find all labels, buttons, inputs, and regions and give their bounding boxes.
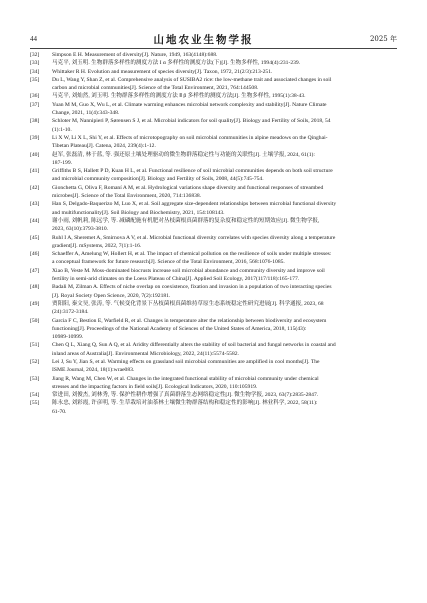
reference-text: 赵军, 张磊清, 林于蓝, 等. 强还原土壤处理驱动的微生物群落稳定性与功能的关联性[J]. 土壤学报, 2024, 61(1): 187-199.: [52, 151, 315, 166]
reference-number: [34]: [30, 68, 40, 75]
reference-number: [33]: [30, 60, 40, 67]
reference-text: Simpson E H. Measurement of diversity[J]. Nature, 1949, 163(4148):688.: [52, 52, 218, 58]
reference-item: [30, 250, 397, 267]
reference-number: [43]: [30, 201, 40, 208]
reference-item: [30, 283, 397, 300]
reference-number: [35]: [30, 76, 40, 83]
reference-item: [30, 234, 397, 251]
reference-item: [30, 375, 397, 392]
reference-number: [41]: [30, 168, 40, 175]
header-rule: [30, 48, 397, 49]
reference-text: Badali M, Zilman A. Effects of niche overlap on coexistence, fixation and invasion in a population of two interacting species [J]. Royal Society Open Science, 2020, 7(2):192181.: [52, 284, 332, 299]
reference-item: [30, 68, 397, 76]
running-header: [30, 32, 397, 46]
reference-text: Han S, Delgado-Baquerizo M, Luo X, et al. Soil aggregate size-dependent relationships between microbial functional diversity and multifunctionality[J]. Soil Biology and Biochemistry, 2021, 154:108143.: [52, 201, 337, 216]
reference-number: [55]: [30, 400, 40, 407]
reference-number: [37]: [30, 101, 40, 108]
reference-text: 陈永忠, 刘彩霞, 许彦明, 等. 生草栽培对油茶林土壤微生物群落结构和稳定性的影响[J]. 林业科学, 2022, 58(11): 61-70.: [52, 400, 318, 415]
reference-item: [30, 151, 397, 168]
reference-text: Lei J, Su Y, Jian S, et al. Warming effects on grassland soil microbial communities are amplified in cool months[J]. The ISME Journal, 2024, 18(1):wrae083.: [52, 358, 320, 374]
reference-item: [30, 101, 397, 118]
reference-item: [30, 117, 397, 134]
reference-item: [30, 300, 397, 317]
reference-item: [30, 217, 397, 234]
reference-text: 马克平, 刘玉明. 生物群落多样性的测度方法 I α 多样性的测度方法(下)[J]. 生物多样性, 1994(4):231-239.: [52, 60, 301, 67]
reference-item: [30, 51, 397, 59]
reference-text: Griffiths B S, Hallett P D, Kuan H L, et al. Functional resilience of soil microbial communities depends on both soil structure and microbial community composition[J]. Biology and Fertility of Soils, 2008, 44(5):745-754.: [52, 168, 333, 183]
reference-item: [30, 341, 397, 358]
issue-year: 2025 年: [369, 35, 397, 43]
reference-text: Garcia F C, Bestion E, Warfield R, et al. Changes in temperature alter the relationship between biodiversity and ecosystem functioning[J]. Proceedings of the National Academy of Sciences of the United States of America, 2018, 115(43): 10989-10999.: [52, 317, 327, 341]
reference-item: [30, 59, 397, 67]
reference-text: Gionchetta G, Oliva F, Romaní A M, et al. Hydrological variations shape diversity and functional responses of streambed microbes[J]. Science of the Total Environment, 2020, 714:136838.: [52, 184, 324, 200]
reference-text: Li X W, Li X L, Shi Y, et al. Effects of microtopography on soil microbial communities in alpine meadows on the Qinghai- Tibetan Plateau[J]. Catena, 2024, 239(4):1-12.: [52, 134, 328, 150]
reference-number: [42]: [30, 184, 40, 191]
reference-number: [53]: [30, 375, 40, 382]
reference-text: Jiang R, Wang M, Chen W, et al. Changes in the integrated functional stability of microbial community under chemical stresses and the impacting factors in field soils[J]. Ecological Indicators, 2020, 110:105919.: [52, 375, 319, 390]
reference-list: [30, 51, 397, 416]
reference-item: [30, 92, 397, 100]
reference-text: Ruhl I A, Sheremet A, Smirnova A V, et al. Microbial functional diversity correlates with species diversity along a temperature gradient[J]. mSystems, 2022, 7(1):1-16.: [52, 234, 336, 249]
reference-item: [30, 267, 397, 284]
reference-number: [48]: [30, 284, 40, 291]
reference-number: [44]: [30, 217, 40, 224]
reference-number: [36]: [30, 93, 40, 100]
reference-item: [30, 134, 397, 151]
reference-text: Schaeffer A, Amelung W, Hollert H, et al. The impact of chemical pollution on the resilience of soils under multiple stresses: a conceptual framework for future research[J]. Science of the Total Environment, 2016, 568:1076-1085.: [52, 251, 332, 266]
reference-item: [30, 399, 397, 416]
reference-text: Schloter M, Nannipieri P, Sørensen S J, et al. Microbial indicators for soil quality[J]. Biology and Fertility of Soils, 2018, 54 (1):1-10.: [52, 118, 331, 133]
reference-text: Chen Q L, Xiang Q, Sun A Q, et al. Aridity differentially alters the stability of soil bacterial and fungal networks in coastal and inland areas of Australia[J]. Environmental Microbiology, 2022, 24(11):5574-5582.: [52, 342, 336, 357]
reference-text: 贾阳阳, 秦文昊, 张涛, 等. 气候变化背景下丛枝菌根真菌维持草原生态系统稳定性研究进展[J]. 科学通报, 2023, 68 (24):3172-3184.: [52, 300, 324, 316]
reference-number: [50]: [30, 317, 40, 324]
reference-item: [30, 184, 397, 201]
reference-number: [40]: [30, 151, 40, 158]
reference-item: [30, 200, 397, 217]
reference-item: [30, 76, 397, 93]
reference-text: 谢小雨, 刘帆莉, 陈远学, 等. 减磷配施有机肥对丛枝菌根真菌群落的复杂度和稳定性的短期效应[J]. 微生物学报, 2023, 63(10):3793-3810.: [52, 217, 320, 233]
reference-text: Whittaker R H. Evolution and measurement of species diversity[J]. Taxon, 1972, 21(2/3):213-251.: [52, 68, 273, 75]
reference-number: [52]: [30, 358, 40, 365]
reference-item: [30, 358, 397, 375]
reference-number: [49]: [30, 300, 40, 307]
reference-text: 马克平, 刘灿然, 刘玉明. 生物群落多样性的测度方法 Ⅱ β 多样性的测度方法[J]. 生物多样性, 1995(1):38-43.: [52, 93, 306, 100]
reference-number: [46]: [30, 251, 40, 258]
reference-text: Yuan M M, Guo X, Wu L, et al. Climate warming enhances microbial network complexity and stability[J]. Nature Climate Change, 2021, 11(4):343-348.: [52, 101, 327, 117]
page-number: 44: [30, 35, 37, 43]
reference-number: [38]: [30, 118, 40, 125]
reference-number: [39]: [30, 134, 40, 141]
reference-text: Xiao B, Veste M. Moss-dominated biocrusts increase soil microbial abundance and community diversity and improve soil fertility in semi-arid climates on the Loess Plateau of China[J]. Applied Soil Ecology, 2017(117/118):165-177.: [52, 267, 325, 283]
reference-item: [30, 317, 397, 342]
reference-number: [47]: [30, 267, 40, 274]
journal-title: 山地农业生物学报: [153, 33, 254, 46]
reference-number: [45]: [30, 234, 40, 241]
reference-text: Du L, Wang Y, Shan Z, et al. Comprehensive analysis of SUSIBA2 rice: the low-methane trait and associated changes in soil carbon and microbial communities[J]. Science of the Total Environment, 2021, 764:144508.: [52, 76, 332, 92]
reference-number: [51]: [30, 342, 40, 349]
reference-number: [32]: [30, 52, 40, 58]
reference-number: [54]: [30, 392, 40, 399]
reference-item: [30, 167, 397, 184]
reference-item: [30, 391, 397, 399]
reference-text: 常进田, 刘俊杰, 刘林秀, 等. 保护性耕作增强了真菌群落生态网络稳定性[J]. 微生物学报, 2023, 63(7):2835-2847.: [52, 392, 319, 399]
